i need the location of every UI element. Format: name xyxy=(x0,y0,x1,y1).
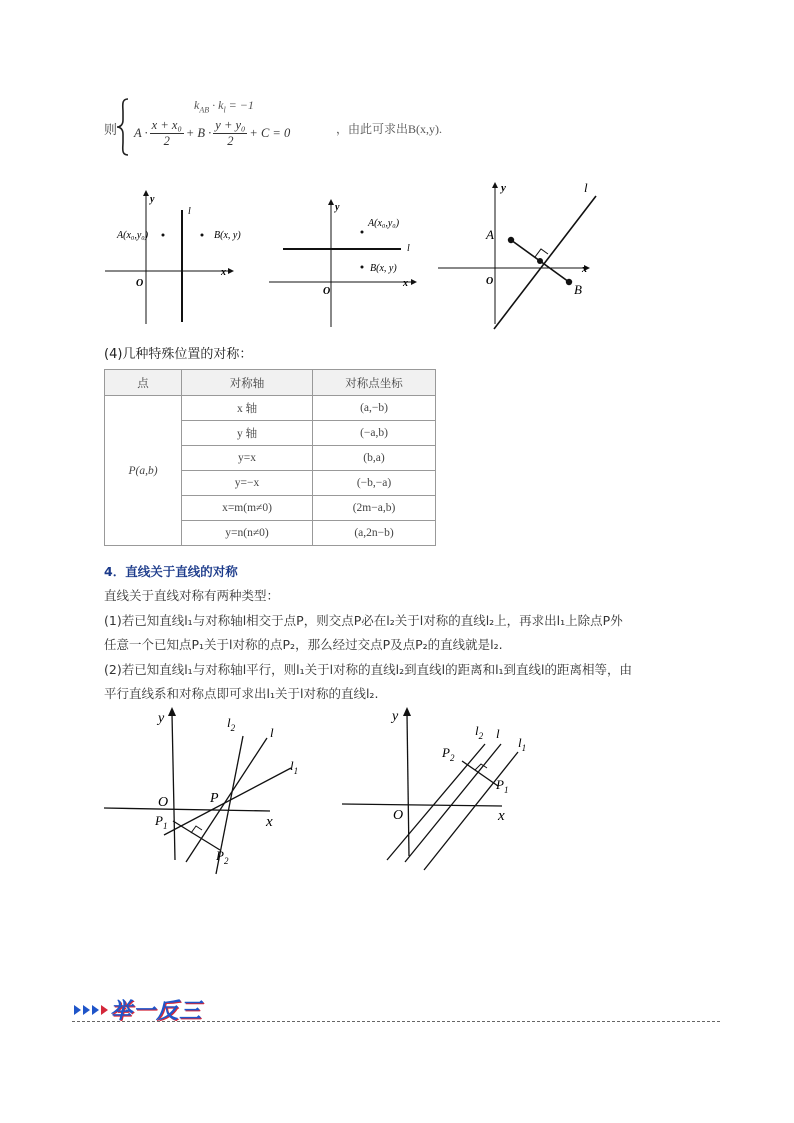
origin-label: O xyxy=(158,795,169,810)
graph-vertical-symmetry xyxy=(100,188,260,328)
y-label: y xyxy=(335,202,340,213)
origin-label: O xyxy=(486,276,494,287)
paragraph1-line2: 任意一个已知点P₁关于l对称的点P₂，那么经过交点P及点P₂的直线就是l₂. xyxy=(104,637,503,652)
right-angle-icon xyxy=(535,249,548,257)
point-a-label: A xyxy=(486,227,494,242)
x-arrow-icon xyxy=(228,268,234,274)
section4-intro: 直线关于直线对称有两种类型： xyxy=(104,588,280,603)
line-l-label: l xyxy=(584,180,588,195)
y-arrow-icon xyxy=(492,182,498,188)
y-arrow-icon xyxy=(328,199,334,205)
paragraph2-line1: (2)若已知直线l₁与对称轴l平行，则l₁关于l对称的直线l₂到直线l的距离和l₁到直线l的距离相等，由 xyxy=(104,662,633,677)
point-a-label: A(x₀,y₀) xyxy=(368,218,400,229)
y-label: y xyxy=(158,711,165,726)
coord-cell: (a,2n−b) xyxy=(313,521,436,546)
section4-heading: 4．直线关于直线的对称 xyxy=(104,564,238,579)
coord-cell: (2m−a,b) xyxy=(313,496,436,521)
point-p-label: P xyxy=(210,791,219,806)
section4-title: (4)几种特殊位置的对称： xyxy=(104,347,253,362)
y-label: y xyxy=(150,194,155,205)
paragraph2-line2: 平行直线系和对称点即可求出l₁关于l对称的直线l₂. xyxy=(104,686,379,701)
table-header-row xyxy=(105,370,436,396)
header-coord: 对称点坐标 xyxy=(313,370,436,396)
point-p1-label: $P_1$ xyxy=(155,813,168,831)
formula-suffix: ，由此可求出B(x,y). xyxy=(336,122,442,136)
point-b xyxy=(361,266,364,269)
axis-cell: y 轴 xyxy=(182,421,313,446)
line-l-label: l xyxy=(407,243,410,254)
line-l xyxy=(494,196,596,329)
point-b-label: B(x, y) xyxy=(214,230,241,241)
banner-title: 举一反三 xyxy=(110,999,203,1024)
origin-label: O xyxy=(393,808,404,823)
line-l1-label: $l_1$ xyxy=(518,735,527,753)
banner-divider xyxy=(72,1021,720,1022)
formula-line2: A · x + x₀ 2 + B · y + y₀ 2 + C = 0 xyxy=(134,118,291,148)
coord-cell: (−b,−a) xyxy=(313,471,436,496)
x-axis xyxy=(342,804,502,806)
x-label: x xyxy=(403,278,408,289)
y-arrow-icon xyxy=(143,190,149,196)
right-angle-icon xyxy=(191,826,202,833)
point-p2-label: $P_2$ xyxy=(216,848,229,866)
formula-prefix: 则 xyxy=(104,122,118,137)
y-label: y xyxy=(501,182,506,194)
line-l1-label: $l_1$ xyxy=(290,758,299,776)
point-b xyxy=(566,279,572,285)
coord-cell: (a,−b) xyxy=(313,396,436,421)
line-l xyxy=(186,738,267,862)
point-a xyxy=(361,231,364,234)
coord-cell: (b,a) xyxy=(313,446,436,471)
axis-cell: x 轴 xyxy=(182,396,313,421)
origin-label: O xyxy=(323,286,331,297)
axis-cell: y=x xyxy=(182,446,313,471)
x-label: x xyxy=(582,264,587,275)
point-a-label: A(x₀,y₀) xyxy=(117,230,149,241)
x-label: x xyxy=(266,814,273,830)
y-arrow-icon xyxy=(168,707,176,716)
line-l2-label: $l_2$ xyxy=(227,715,236,733)
y-axis xyxy=(172,714,175,860)
graph-parallel-lines xyxy=(338,700,558,880)
brace-icon xyxy=(116,98,130,156)
point-a xyxy=(508,237,514,243)
x-label: x xyxy=(221,267,226,278)
y-label: y xyxy=(392,709,399,724)
line-l-label: l xyxy=(270,725,274,740)
point-cell: P(a,b) xyxy=(105,396,182,546)
origin-label: O xyxy=(136,278,144,289)
point-b xyxy=(201,234,204,237)
graph-horizontal-symmetry xyxy=(265,193,425,333)
axis-cell: y=n(n≠0) xyxy=(182,521,313,546)
graph-intersecting-lines xyxy=(100,702,320,882)
point-b-label: B(x, y) xyxy=(370,263,397,274)
line-l2 xyxy=(387,744,485,860)
point-p1-label: $P_1$ xyxy=(496,777,509,795)
axis-cell: y=−x xyxy=(182,471,313,496)
midpoint xyxy=(537,258,543,264)
x-axis xyxy=(104,808,270,811)
axis-cell: x=m(m≠0) xyxy=(182,496,313,521)
line-l-label: l xyxy=(496,726,500,741)
point-b-label: B xyxy=(574,282,582,297)
point-a xyxy=(162,234,165,237)
paragraph1-line1: (1)若已知直线l₁与对称轴l相交于点P，则交点P必在l₂关于l对称的直线l₂上，再求出l₁上除点P外 xyxy=(104,613,623,628)
y-arrow-icon xyxy=(403,707,411,716)
formula-block xyxy=(104,96,524,158)
point-p2-label: $P_2$ xyxy=(442,745,455,763)
formula-line1: $k_{AB} \cdot k_l = -1$ xyxy=(194,98,254,115)
graph-general-symmetry xyxy=(438,176,608,336)
practice-banner xyxy=(72,994,202,1022)
arrows-icon xyxy=(72,1003,112,1017)
table-row xyxy=(105,396,436,421)
symmetry-table xyxy=(104,369,436,546)
coord-cell: (−a,b) xyxy=(313,421,436,446)
x-arrow-icon xyxy=(411,279,417,285)
header-point: 点 xyxy=(105,370,182,396)
line-l2-label: $l_2$ xyxy=(475,723,484,741)
header-axis: 对称轴 xyxy=(182,370,313,396)
line-l-label: l xyxy=(188,206,191,217)
x-label: x xyxy=(498,808,505,824)
